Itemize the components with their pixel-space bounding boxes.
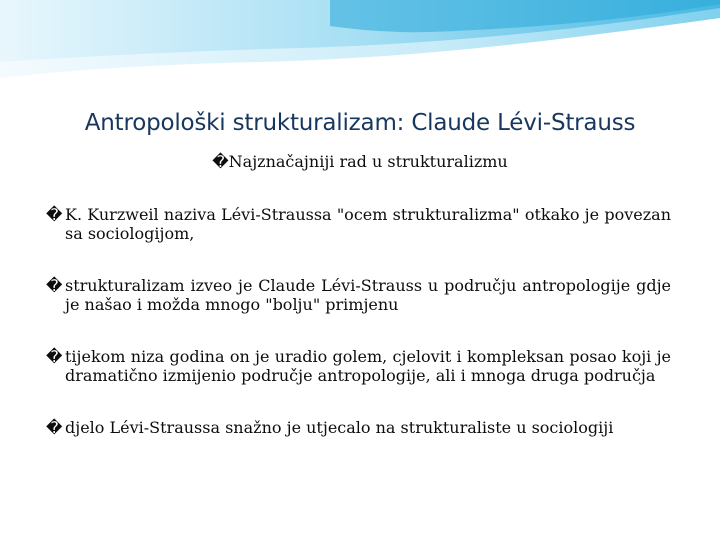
header-wave-decoration (0, 0, 720, 90)
bullet-marker: � (46, 418, 63, 437)
bullet-text: djelo Lévi-Straussa snažno je utjecalo na strukturaliste u sociologiji (65, 418, 614, 437)
bullet-text: strukturalizam izveo je Claude Lévi-Strauss u području antropologije gdje je našao i možda mnogo "bolju" primjenu (65, 276, 671, 314)
bullet-list (46, 205, 671, 470)
bullet-item (46, 205, 671, 243)
bullet-marker: � (212, 152, 229, 171)
bullet-text: tijekom niza godina on je uradio golem, cjelovit i kompleksan posao koji je dramatično izmijenio područje antropologije, ali i mnoga druga područja (65, 347, 671, 385)
bullet-marker: � (46, 276, 63, 295)
slide-title: Antropološki strukturalizam: Claude Lévi-Strauss (84, 110, 636, 136)
bullet-item (46, 276, 671, 314)
bullet-marker: � (46, 205, 63, 224)
subtitle-text: Najznačajniji rad u strukturalizmu (228, 152, 508, 171)
bullet-item (46, 418, 671, 437)
slide-subtitle (0, 152, 720, 171)
bullet-text: K. Kurzweil naziva Lévi-Straussa "ocem strukturalizma" otkako je povezan sa sociologijom, (65, 205, 671, 243)
bullet-marker: � (46, 347, 63, 366)
bullet-item (46, 347, 671, 385)
